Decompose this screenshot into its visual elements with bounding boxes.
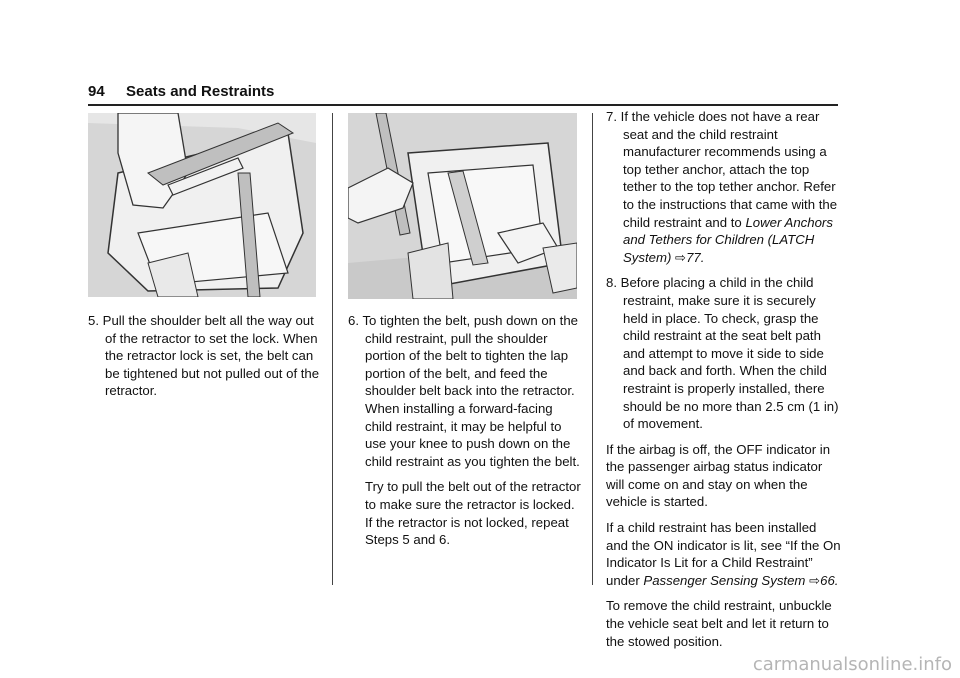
header-rule — [88, 104, 838, 106]
page-ref-icon: ⇨ — [675, 249, 687, 265]
step-6 — [348, 312, 582, 470]
remove-restraint-paragraph: To remove the child restraint, unbuckle the vehicle seat belt and let it return to the stowed position. — [606, 598, 832, 649]
illustration-tighten-belt — [348, 113, 577, 299]
step-6-note-1: Try to pull the belt out of the retractor to make sure the retractor is locked. — [365, 479, 581, 512]
airbag-off-paragraph: If the airbag is off, the OFF indicator in the passenger airbag status indicator will come on and stay on when the vehicle is started. — [606, 441, 831, 510]
latch-page-ref[interactable]: 77. — [686, 249, 705, 265]
on-indicator-paragraph — [606, 519, 842, 589]
step-6-note — [348, 478, 582, 548]
step-5-number: 5. — [88, 313, 99, 328]
step-8 — [606, 274, 842, 432]
illustration-pull-shoulder-belt — [88, 113, 316, 297]
section-title: Seats and Restraints — [126, 83, 275, 100]
watermark: carmanualsonline.info — [752, 654, 952, 675]
column-divider-1 — [332, 113, 333, 585]
step-6-note-2: If the retractor is not locked, repeat Steps 5 and 6. — [365, 514, 569, 548]
step-7-number: 7. — [606, 109, 617, 124]
page-ref-icon: ⇨ — [809, 572, 821, 588]
step-6-text: To tighten the belt, push down on the child restraint, pull the shoulder portion of the belt to tighten the lap portion of the belt, and feed the shoulder belt back into the retractor. When installing a forward-facing child restraint, it may be helpful to use your knee to push down on the child restraint as you tighten the belt. — [362, 313, 580, 469]
step-5-text: Pull the shoulder belt all the way out of the retractor to set the lock. When the retractor lock is set, the belt can be tightened but not pulled out of the retractor. — [102, 313, 320, 399]
page-header — [88, 83, 838, 105]
column-2-text — [348, 312, 582, 557]
passenger-sensing-page-ref[interactable]: 66. — [820, 572, 839, 588]
step-8-text: Before placing a child in the child restraint, make sure it is securely held in place. To check, grasp the child restraint at the seat belt path and attempt to move it side to side and back and forth. When the child restraint is properly installed, there should be no more than 2.5 cm (1 in) of movement. — [620, 275, 839, 432]
step-7 — [606, 108, 842, 266]
column-divider-2 — [592, 113, 593, 585]
step-6-number: 6. — [348, 313, 359, 328]
step-8-number: 8. — [606, 275, 617, 291]
step-7-text: If the vehicle does not have a rear seat and the child restraint manufacturer recommends using a top tether anchor, attach the top tether to the top tether anchor. Refer to the instructions that came with the child restraint and to — [620, 109, 838, 230]
on-indicator-text: If a child restraint has been installed and the ON indicator is lit, see “If the On Indicator Is Lit for a Child Restraint” under — [606, 520, 841, 588]
column-1-text — [88, 312, 324, 408]
latch-reference-link[interactable]: Lower Anchors and Tethers for Children (LATCH System) — [623, 214, 833, 265]
page-number: 94 — [88, 83, 105, 100]
passenger-sensing-link[interactable]: Passenger Sensing System — [643, 572, 806, 588]
column-3-text — [606, 108, 842, 658]
step-5 — [88, 312, 324, 400]
